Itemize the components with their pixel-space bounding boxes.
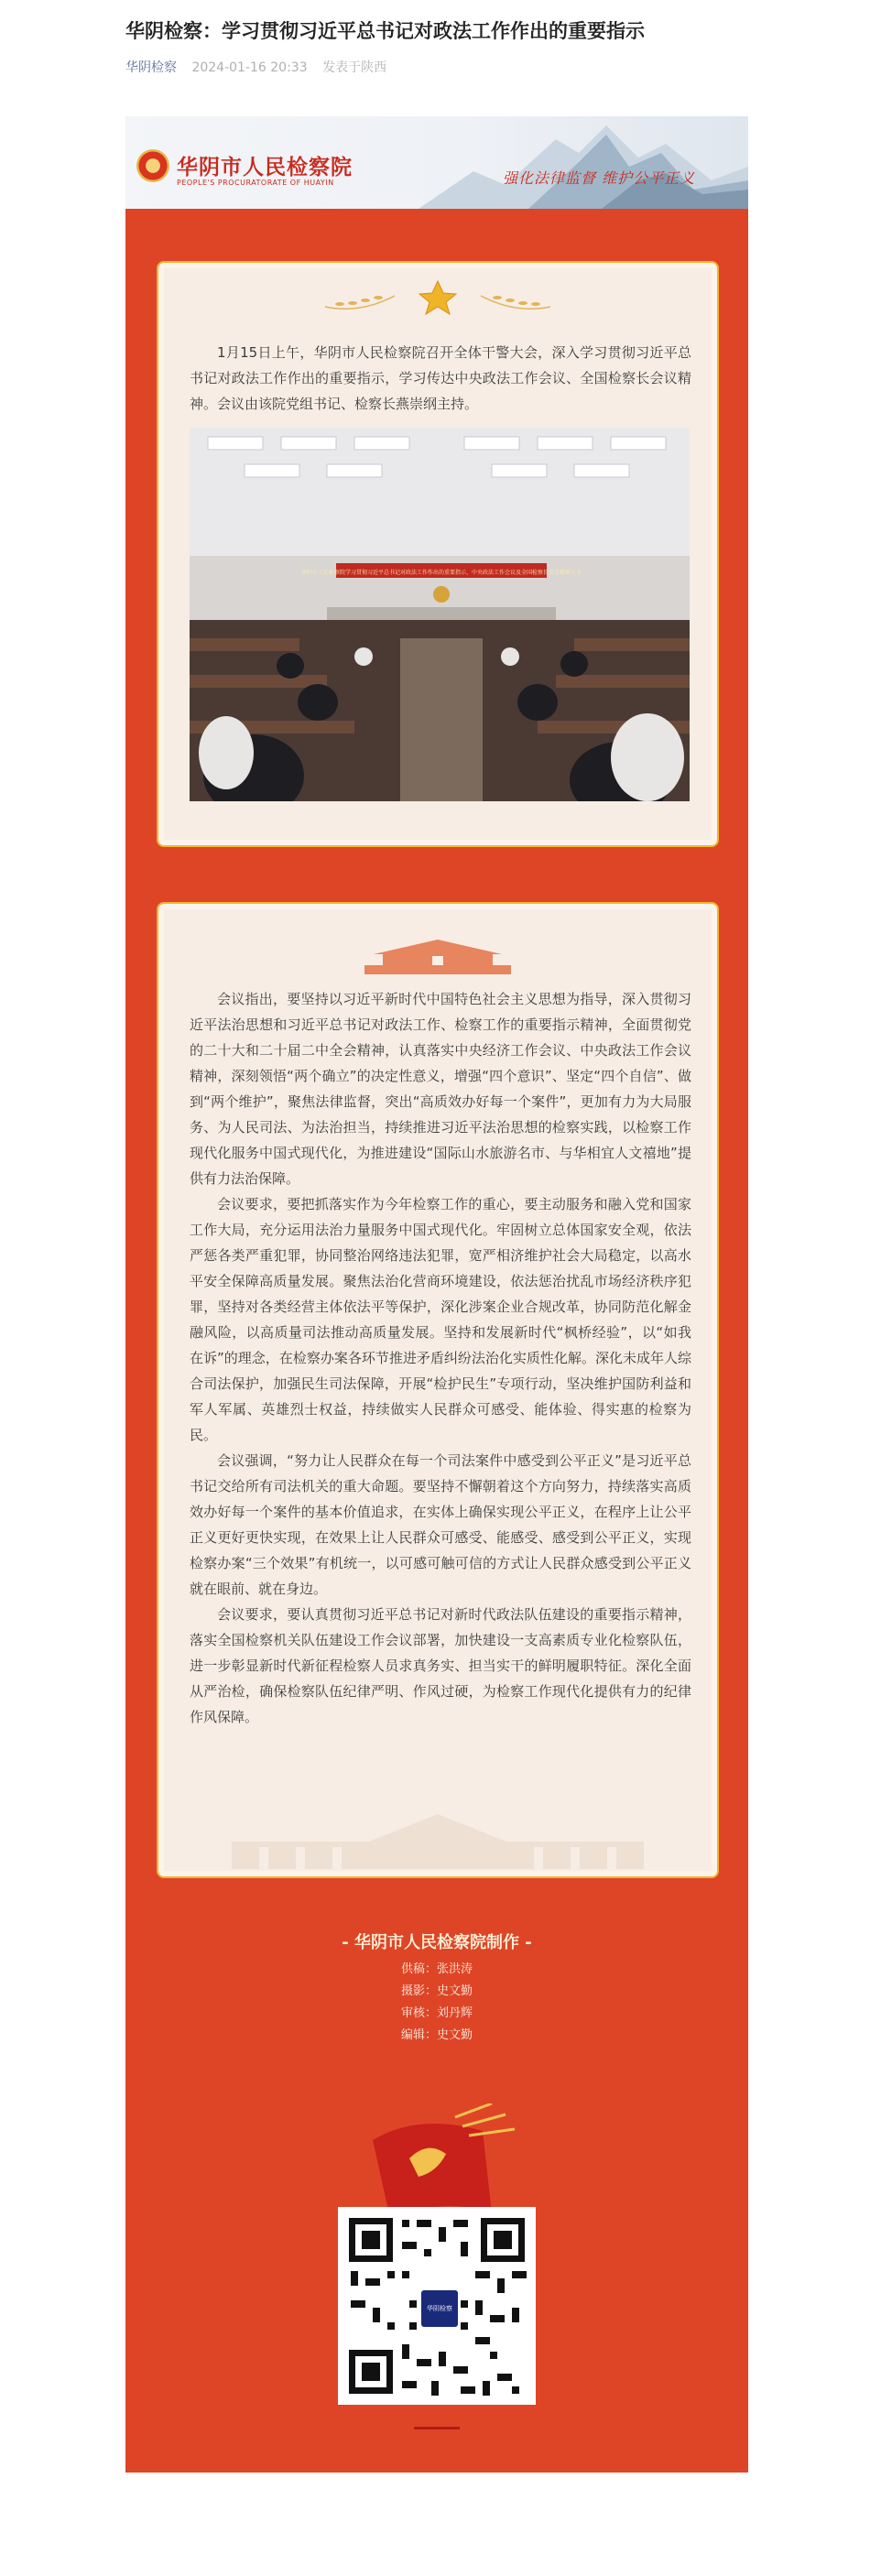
laurel-left-icon (323, 288, 397, 310)
meeting-photo (190, 428, 690, 801)
article-meta (125, 58, 386, 76)
laurel-right-icon (479, 288, 552, 310)
body-paragraph: 会议指出，要坚持以习近平新时代中国特色社会主义思想为指导，深入贯彻习近平法治思想和习近平总书记对政法工作、检察工作的重要指示精神，全面贯彻党的二十大和二十届二中全会精神，认真落实中央经济工作会议、中央政法工作会议精神，深刻领悟“两个确立”的决定性意义，增强“四个意识”、坚定“四个自信”、做到“两个维护”，聚焦法律监督，突出“高质效办好每一个案件”，更加有力为大局服务、为人民司法、为法治担当，持续推进习近平法治思想的检察实践，以检察工作现代化服务中国式现代化，为推进建设“国际山水旅游名市、与华相宜人文禧地”提供有力法治保障。 (190, 991, 691, 1187)
footer-divider (414, 2427, 460, 2429)
body-paragraphs (190, 986, 691, 1730)
credits-maker: - 华阴市人民检察院制作 - (342, 1933, 532, 1952)
credit-line: 审核：刘丹辉 (400, 2006, 473, 2020)
credit-line: 编辑：史文勤 (400, 2028, 473, 2042)
org-name-en: PEOPLE'S PROCURATORATE OF HUAYIN (177, 179, 334, 187)
account-link[interactable]: 华阴检察 (125, 60, 177, 75)
credits-block (125, 1929, 748, 2047)
procuratorate-emblem-icon (136, 149, 169, 182)
body-paragraph: 会议要求，要把抓落实作为今年检察工作的重心，要主动服务和融入党和国家工作大局，充分运用法治力量服务中国式现代化。牢固树立总体国家安全观，依法严惩各类严重犯罪，协同整治网络违法犯罪，宽严相济维护社会大局稳定，以高水平安全保障高质量发展。聚焦法治化营商环境建设，依法惩治扰乱市场经济秩序犯罪，坚持对各类经营主体依法平等保护，深化涉案企业合规改革，协同防范化解金融风险，以高质量司法推动高质量发展。坚持和发展新时代“枫桥经验”，以“如我在诉”的理念，在检察办案各环节推进矛盾纠纷法治化实质性化解。深化未成年人综合司法保护，加强民生司法保障，开展“检护民生”专项行动，坚决维护国防利益和军人军属、英雄烈士权益，持续做实人民群众可感受、能体验、得实惠的检察为民。 (190, 1196, 691, 1443)
publish-date: 2024-01-16 20:33 (191, 60, 308, 75)
publish-location: 发表于陕西 (322, 60, 387, 75)
tiananmen-icon (355, 936, 520, 974)
qr-logo: 华阴检察 (419, 2288, 461, 2330)
banner-slogan: 强化法律监督 维护公平正义 (503, 169, 696, 187)
qr-code[interactable] (338, 2207, 536, 2405)
org-name: 华阴市人民检察院 (177, 155, 353, 179)
article-title: 华阴检察：学习贯彻习近平总书记对政法工作作出的重要指示 (125, 20, 645, 42)
credit-line: 摄影：史文勤 (400, 1984, 473, 1998)
star-icon (415, 279, 461, 316)
body-card (157, 902, 719, 1878)
header-banner (125, 116, 748, 209)
credit-line: 供稿：张洪涛 (400, 1962, 473, 1976)
mountain-illustration (419, 116, 748, 209)
building-watermark-icon (232, 1805, 644, 1869)
body-paragraph: 会议强调，“努力让人民群众在每一个司法案件中感受到公平正义”是习近平总书记交给所有司法机关的重大命题。要坚持不懈朝着这个方向努力，持续落实高质效办好每一个案件的基本价值追求，在实体上确保实现公平正义，在程序上让公平正义更好更快实现，在效果上让人民群众可感受、能感受、感受到公平正义，实现检察办案“三个效果”有机统一，以可感可触可信的方式让人民群众感受到公平正义就在眼前、就在身边。 (190, 1452, 691, 1597)
intro-card (157, 261, 719, 847)
article-body (125, 116, 748, 2473)
body-paragraph: 会议要求，要认真贯彻习近平总书记对新时代政法队伍建设的重要指示精神，落实全国检察机关队伍建设工作会议部署，加快建设一支高素质专业化检察队伍，进一步彰显新时代新征程检察人员求真务实、担当实干的鲜明履职特征。深化全面从严治检，确保检察队伍纪律严明、作风过硬，为检察工作现代化提供有力的纪律作风保障。 (190, 1606, 691, 1725)
meeting-banner-text: 华阴市人民检察院学习贯彻习近平总书记对政法工作作出的重要指示、中央政法工作会议及全国检察长会议精神大会 (300, 570, 582, 576)
intro-paragraph: 1月15日上午，华阴市人民检察院召开全体干警大会，深入学习贯彻习近平总书记对政法工作作出的重要指示，学习传达中央政法工作会议、全国检察长会议精神。会议由该院党组书记、检察长燕崇纲主持。 (190, 344, 691, 412)
